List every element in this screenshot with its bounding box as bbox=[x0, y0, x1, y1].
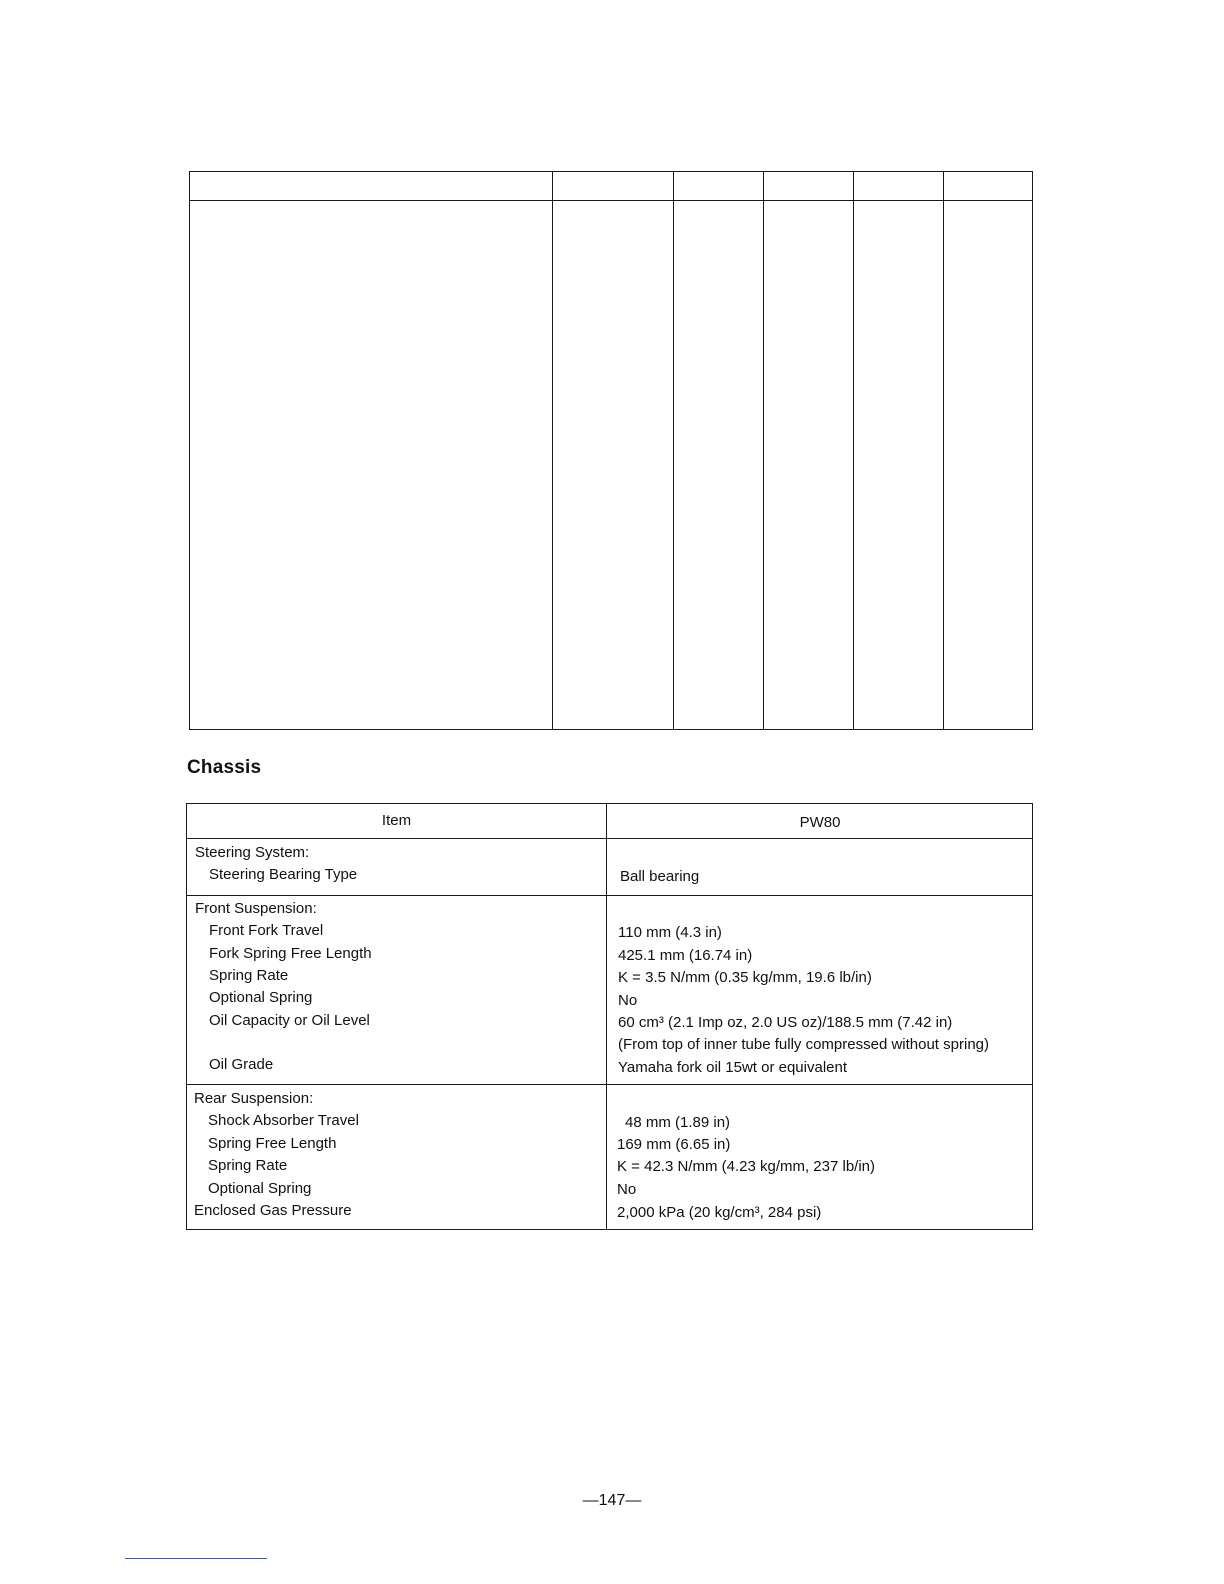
table-header-divider bbox=[190, 200, 1032, 201]
column-divider bbox=[673, 172, 674, 729]
label-front-spring-rate: Spring Rate bbox=[209, 967, 289, 984]
value-oil-grade: Yamaha fork oil 15wt or equivalent bbox=[618, 1059, 848, 1076]
label-fork-spring-free-length: Fork Spring Free Length bbox=[209, 945, 372, 962]
group-rear-suspension: Rear Suspension: bbox=[194, 1090, 314, 1107]
value-shock-absorber-travel: 48 mm (1.89 in) bbox=[625, 1114, 731, 1131]
column-divider bbox=[552, 172, 553, 729]
label-front-optional-spring: Optional Spring bbox=[209, 989, 313, 1006]
chassis-spec-table bbox=[186, 803, 1033, 1230]
footer-link-underline[interactable] bbox=[125, 1558, 267, 1559]
label-oil-capacity: Oil Capacity or Oil Level bbox=[209, 1012, 370, 1029]
label-oil-grade: Oil Grade bbox=[209, 1056, 274, 1073]
value-front-optional-spring: No bbox=[618, 992, 638, 1009]
value-rear-spring-rate: K = 42.3 N/mm (4.23 kg/mm, 237 lb/in) bbox=[617, 1158, 876, 1175]
column-divider bbox=[853, 172, 854, 729]
row-divider bbox=[187, 895, 1032, 896]
value-rear-spring-free-length: 169 mm (6.65 in) bbox=[617, 1136, 731, 1153]
label-rear-optional-spring: Optional Spring bbox=[208, 1180, 312, 1197]
value-rear-optional-spring: No bbox=[617, 1181, 637, 1198]
empty-upper-table bbox=[189, 171, 1033, 730]
column-divider bbox=[763, 172, 764, 729]
label-front-fork-travel: Front Fork Travel bbox=[209, 922, 324, 939]
row-divider bbox=[187, 838, 1032, 839]
column-divider bbox=[943, 172, 944, 729]
row-divider bbox=[187, 1084, 1032, 1085]
group-front-suspension: Front Suspension: bbox=[195, 900, 317, 917]
value-enclosed-gas-pressure: 2,000 kPa (20 kg/cm³, 284 psi) bbox=[617, 1204, 822, 1221]
value-front-fork-travel: 110 mm (4.3 in) bbox=[618, 924, 722, 941]
page-number: —147— bbox=[582, 1492, 642, 1509]
label-rear-spring-rate: Spring Rate bbox=[208, 1157, 288, 1174]
label-enclosed-gas-pressure: Enclosed Gas Pressure bbox=[194, 1202, 352, 1219]
value-steering-bearing-type: Ball bearing bbox=[620, 868, 700, 885]
label-shock-absorber-travel: Shock Absorber Travel bbox=[208, 1112, 359, 1129]
group-steering-system: Steering System: bbox=[195, 844, 310, 861]
label-steering-bearing-type: Steering Bearing Type bbox=[209, 866, 358, 883]
column-divider bbox=[606, 804, 607, 1229]
value-fork-spring-free-length: 425.1 mm (16.74 in) bbox=[618, 947, 753, 964]
value-oil-capacity: 60 cm³ (2.1 Imp oz, 2.0 US oz)/188.5 mm (7.42 in) bbox=[618, 1014, 953, 1031]
label-rear-spring-free-length: Spring Free Length bbox=[208, 1135, 337, 1152]
header-item: Item bbox=[381, 812, 412, 829]
header-model: PW80 bbox=[799, 814, 841, 831]
value-oil-level-note: (From top of inner tube fully compressed without spring) bbox=[618, 1036, 989, 1053]
value-front-spring-rate: K = 3.5 N/mm (0.35 kg/mm, 19.6 lb/in) bbox=[618, 969, 872, 986]
section-title: Chassis bbox=[187, 757, 262, 778]
